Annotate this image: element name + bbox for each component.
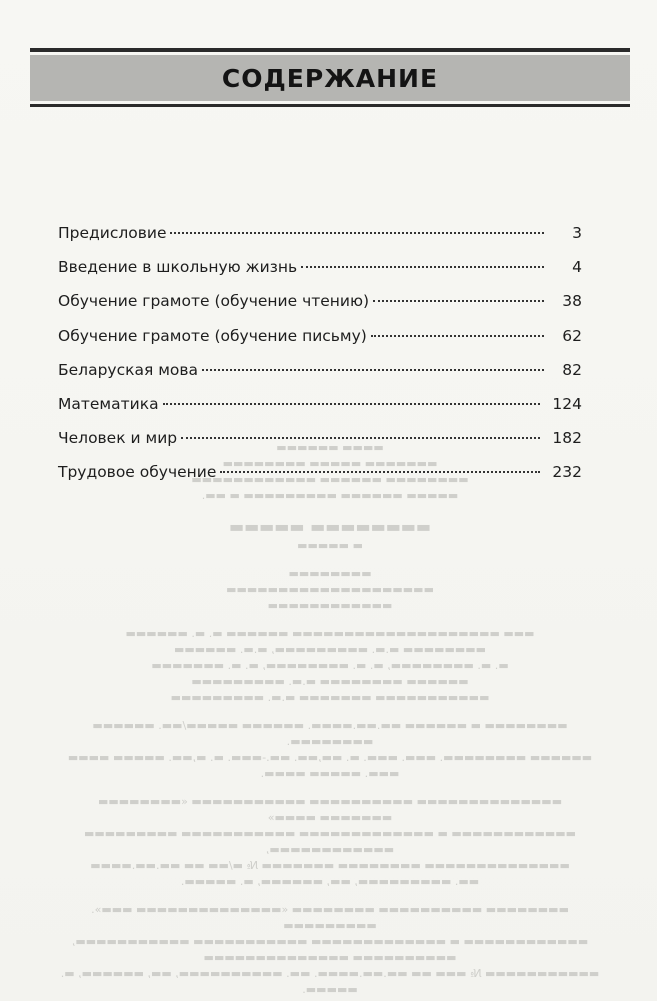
dot-leader (301, 266, 544, 268)
toc-entry-title: Обучение грамоте (обучение чтению) (58, 292, 370, 311)
dot-leader (202, 369, 544, 371)
toc-entry-title: Предисловие (58, 224, 167, 242)
show-through-text: ▬▬▬▬ ▬▬▬▬▬▬ ▬▬▬▬▬▬▬ ▬▬▬▬▬ ▬▬▬▬▬▬▬▬ ▬▬▬▬▬▬▬▬ ▬▬▬▬▬▬ ▬▬▬▬▬▬▬▬▬▬▬▬ ▬▬▬▬▬ ▬▬▬▬▬▬ ▬▬▬▬▬▬▬▬▬ ▬ ▬▬. ▬▬▬▬▬▬▬▬ ▬▬▬▬▬ ▬ ▬▬▬▬▬ ▬▬▬▬▬▬▬▬ ▬▬▬▬▬▬▬▬▬▬▬▬▬▬▬▬▬▬▬▬ ▬▬▬▬▬▬▬▬▬▬▬▬ ▬▬▬ ▬▬▬▬▬▬▬▬▬▬▬▬▬▬▬▬▬▬▬▬ ▬▬▬▬▬▬ ▬. ▬. ▬▬▬▬▬▬ ▬▬▬▬▬▬▬▬ ▬.▬. ▬▬▬▬▬▬▬▬▬, ▬.▬. ▬▬▬▬▬▬ ▬. ▬. ▬▬▬▬▬▬▬▬, ▬. ▬. ▬▬▬▬▬▬▬▬, ▬. ▬. ▬▬▬▬▬▬▬ ▬▬▬▬▬▬ ▬▬▬▬▬▬▬▬ ▬.▬. ▬▬▬▬▬▬▬▬▬ ▬▬▬▬▬▬▬▬▬▬▬ ▬▬▬▬▬▬▬ ▬.▬. ▬▬▬▬▬▬▬▬▬ ▬▬▬▬▬▬▬▬ ▬ ▬▬▬▬▬▬ ▬▬.▬▬.▬▬▬▬. ▬▬▬▬▬▬ ▬▬▬▬▬/▬▬. ▬▬▬▬▬▬ ▬▬▬▬▬▬▬▬. ▬▬▬▬▬▬ ▬▬▬▬▬▬▬▬. ▬▬▬. ▬▬▬. ▬. ▬▬,▬▬. ▬▬.-▬▬▬. ▬. ▬,▬▬. ▬▬▬▬▬ ▬▬▬▬ ▬▬▬. ▬▬▬▬▬ ▬▬▬▬. ▬▬▬▬▬▬▬▬▬▬▬▬▬▬ ▬▬▬▬▬▬▬▬▬▬ ▬▬▬▬▬▬▬▬▬▬▬ «▬▬▬▬▬▬▬▬ ▬▬▬▬▬▬▬ ▬▬▬▬» ▬▬▬▬▬▬▬▬▬▬▬▬ ▬ ▬▬▬▬▬▬▬▬▬▬▬▬▬ ▬▬▬▬▬▬▬▬▬▬▬ ▬▬▬▬▬▬▬▬▬ ▬▬▬▬▬▬▬▬▬▬▬▬, ▬▬▬▬▬▬▬▬▬▬▬▬▬▬ ▬▬▬▬▬▬▬▬ ▬▬▬▬▬▬▬ № ▬/▬▬ ▬▬ ▬▬.▬▬.▬▬▬▬ ▬▬. ▬▬▬▬▬▬▬▬▬, ▬▬, ▬▬▬▬▬▬, ▬. ▬▬▬▬▬. ▬▬▬▬▬▬▬▬ ▬▬▬▬▬▬▬▬▬▬ ▬▬▬▬▬▬▬▬ «▬▬▬▬▬▬▬▬▬▬▬▬▬▬ ▬▬▬». ▬▬▬▬▬▬▬▬▬ ▬▬▬▬▬▬▬▬▬▬▬▬ ▬ ▬▬▬▬▬▬▬▬▬▬▬▬▬ ▬▬▬▬▬▬▬▬▬▬▬ ▬▬▬▬▬▬▬▬▬▬▬, ▬▬▬▬▬▬▬▬▬▬ ▬▬▬▬▬▬▬▬▬▬▬▬▬▬ ▬▬▬▬▬▬▬▬▬▬▬ № ▬▬▬ ▬▬ ▬▬.▬▬.▬▬▬▬. ▬▬. ▬▬▬▬▬▬▬▬▬▬, ▬▬, ▬▬▬▬▬▬, ▬. ▬▬▬▬▬. (60, 441, 600, 996)
heading-top-rule (30, 48, 630, 52)
toc-entry-title: Математика (58, 394, 159, 413)
toc-entry[interactable] (58, 224, 582, 258)
toc-entry[interactable] (58, 463, 582, 497)
toc-entry-page: 62 (562, 326, 582, 345)
toc-entry[interactable] (58, 361, 582, 395)
dot-leader (181, 437, 540, 439)
page-title: СОДЕРЖАНИЕ (221, 63, 439, 93)
toc-entry[interactable] (58, 258, 582, 292)
dot-leader (371, 335, 544, 337)
table-of-contents (58, 224, 582, 498)
toc-entry-page: 232 (552, 463, 582, 482)
toc-entry[interactable] (58, 429, 582, 463)
toc-entry[interactable] (58, 327, 582, 361)
dot-leader (170, 232, 544, 234)
dot-leader (163, 403, 541, 405)
toc-entry-title: Введение в школьную жизнь (58, 258, 298, 277)
dot-leader (220, 471, 540, 473)
toc-entry-page: 4 (572, 258, 582, 277)
toc-entry-title: Человек и мир (58, 429, 178, 448)
toc-entry-title: Беларуская мова (58, 360, 199, 379)
toc-entry-page: 38 (562, 292, 582, 311)
toc-entry-page: 3 (572, 224, 582, 242)
dot-leader (373, 300, 544, 302)
toc-entry-page: 124 (552, 394, 582, 413)
toc-entry[interactable] (58, 395, 582, 429)
toc-entry[interactable] (58, 292, 582, 326)
toc-entry-title: Обучение грамоте (обучение письму) (58, 326, 367, 345)
toc-entry-title: Трудовое обучение (58, 463, 217, 482)
toc-entry-page: 182 (552, 429, 582, 448)
heading-band (30, 55, 630, 101)
heading-bottom-rule (30, 104, 630, 107)
toc-entry-page: 82 (562, 360, 582, 379)
